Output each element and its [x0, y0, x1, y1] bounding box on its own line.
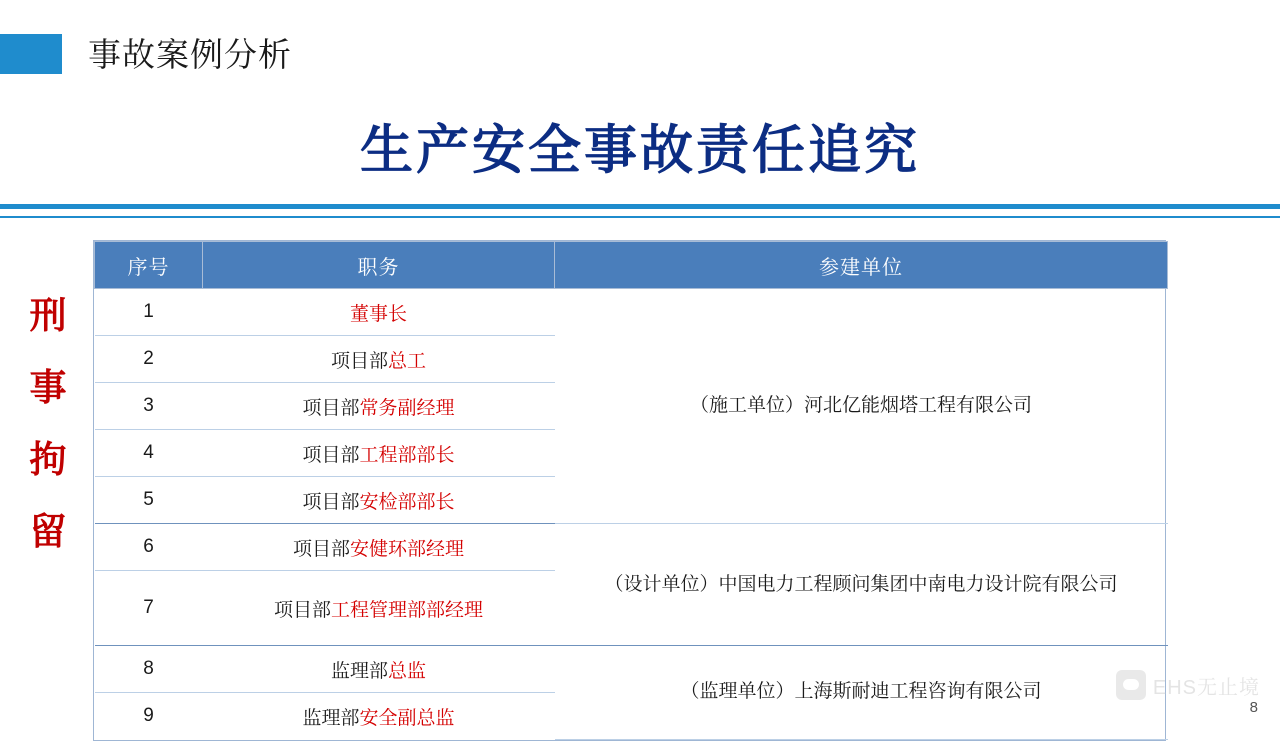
- table-row: [95, 524, 1168, 571]
- divider-top: [0, 204, 1280, 209]
- post-prefix: 项目部: [292, 538, 350, 560]
- side-label-criminal-detention: [18, 280, 80, 568]
- cell-no: 2: [95, 336, 203, 383]
- cell-post: [203, 571, 555, 646]
- cell-no: 1: [95, 289, 203, 336]
- post-prefix: 监理部: [302, 707, 360, 729]
- cell-no: 5: [95, 477, 203, 524]
- header-accent-bar: [0, 34, 62, 74]
- column-header-no: 序号: [95, 242, 203, 289]
- watermark-text: EHS无止境: [1152, 676, 1260, 699]
- cell-post: [203, 524, 555, 571]
- page-number: 8: [1249, 699, 1258, 716]
- table-row: [95, 289, 1168, 336]
- cell-no: 3: [95, 383, 203, 430]
- column-header-post: 职务: [203, 242, 555, 289]
- post-highlight: 安检部部长: [359, 491, 455, 513]
- cell-post: [203, 289, 555, 336]
- cell-no: 6: [95, 524, 203, 571]
- cell-post: [203, 336, 555, 383]
- cell-unit-design: （设计单位）中国电力工程顾问集团中南电力设计院有限公司: [555, 524, 1168, 646]
- side-label-char-4: 留: [29, 511, 69, 552]
- post-highlight: 董事长: [349, 303, 407, 325]
- cell-post: [203, 646, 555, 693]
- table-row: [95, 646, 1168, 693]
- cell-no: 9: [143, 705, 154, 726]
- table-header-row: [95, 242, 1168, 289]
- post-highlight: 总监: [388, 660, 427, 682]
- wechat-icon: [1116, 670, 1146, 700]
- cell-no: 8: [95, 646, 203, 693]
- header-kicker: 事故案例分析: [88, 36, 292, 73]
- post-highlight: 工程管理部部经理: [331, 599, 484, 621]
- side-label-char-3: 拘: [29, 439, 69, 480]
- post-highlight: 常务副经理: [359, 397, 455, 419]
- cell-no: 7: [95, 571, 203, 646]
- page-title: 生产安全事故责任追究: [360, 121, 920, 180]
- post-prefix: 项目部: [330, 350, 388, 372]
- cell-unit-construction: （施工单位）河北亿能烟塔工程有限公司: [555, 289, 1168, 524]
- cell-post: [203, 430, 555, 477]
- post-prefix: 项目部: [302, 444, 360, 466]
- post-highlight: 安全副总监: [359, 707, 455, 729]
- responsibility-table: [93, 240, 1166, 741]
- cell-post: [203, 383, 555, 430]
- side-label-char-1: 刑: [29, 295, 69, 336]
- post-highlight: 工程部部长: [359, 444, 455, 466]
- post-prefix: 项目部: [273, 599, 331, 621]
- post-highlight: 总工: [388, 350, 427, 372]
- divider-bottom: [0, 216, 1280, 218]
- column-header-unit: 参建单位: [555, 242, 1168, 289]
- cell-post: [203, 477, 555, 524]
- post-prefix: 项目部: [302, 491, 360, 513]
- cell-post: [203, 693, 555, 740]
- post-prefix: 项目部: [302, 397, 360, 419]
- post-prefix: 监理部: [330, 660, 388, 682]
- cell-unit-supervision: （监理单位）上海斯耐迪工程咨询有限公司: [555, 646, 1168, 740]
- watermark: [1116, 670, 1260, 700]
- post-highlight: 安健环部经理: [350, 538, 465, 560]
- cell-no: 4: [95, 430, 203, 477]
- side-label-char-2: 事: [29, 367, 69, 408]
